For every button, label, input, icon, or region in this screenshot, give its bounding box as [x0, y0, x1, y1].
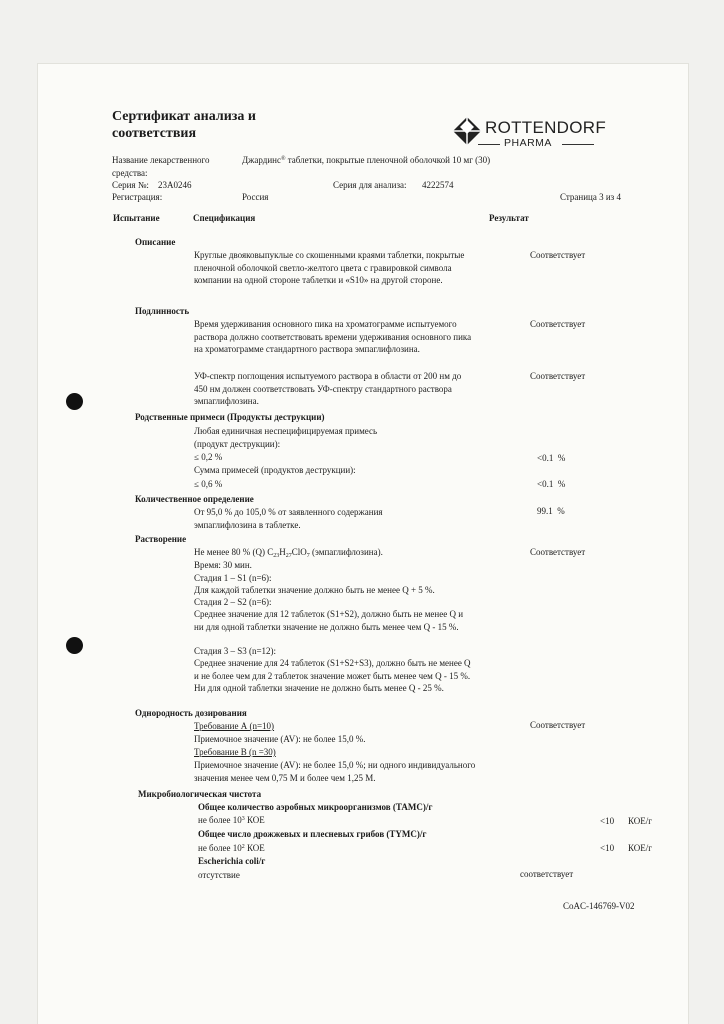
tymc-title: Общее число дрожжевых и плесневых грибов (TYMC)/г [198, 829, 427, 839]
registration-label: Регистрация: [112, 192, 163, 202]
uniformity-requirement-a-text: Приемочное значение (AV): не более 15,0 %. [194, 734, 366, 744]
column-header-test: Испытание [113, 213, 160, 223]
dissolution-result: Соответствует [530, 547, 586, 557]
impurities-limit1: ≤ 0,2 % [194, 452, 223, 462]
document-title: Сертификат анализа и соответствия [112, 109, 256, 141]
section-title-uniformity: Однородность дозирования [135, 708, 247, 718]
logo-rule-left [478, 144, 500, 145]
tymc-limit: не более $10^2$ КОЕ [198, 843, 265, 853]
ecoli-result: соответствует [520, 869, 574, 879]
analysis-series-value: 4222574 [422, 180, 454, 190]
column-header-result: Результат [489, 213, 529, 223]
dissolution-stage2: Стадия 2 – S2 (n=6): [194, 597, 272, 607]
impurities-result1: <0.1 % [537, 453, 566, 463]
tamc-value: <10 [600, 816, 615, 826]
description-spec: Круглые двояковыпуклые со скошенными краями таблетки, покрытые пленочной оболочкой светло-желтого цвета с гравировкой символа компании на одной стороне таблетки и «S10» на другой стороне. [194, 250, 465, 285]
series-value: 23A0246 [158, 180, 192, 190]
section-title-impurities: Родственные примеси (Продукты деструкции) [135, 412, 325, 422]
uniformity-result: Соответствует [530, 720, 586, 730]
product-label: Название лекарственного средства: [112, 155, 210, 178]
dissolution-time: Время: 30 мин. [194, 560, 252, 570]
identity-result-hplc: Соответствует [530, 319, 586, 329]
impurities-line1: Любая единичная неспецифицируемая примесь [194, 426, 378, 436]
dissolution-criterion: Не менее 80 % (Q) $C_{23}H_{27}ClO_7$ (эмпаглифлозина). [194, 547, 383, 559]
impurities-line2: (продукт деструкции): [194, 439, 281, 449]
logo-rule-right [562, 144, 594, 145]
dissolution-stage2-text: Среднее значение для 12 таблеток (S1+S2), должно быть не менее Q и ни для одной таблетки значение не должно быть менее чем Q - 15 %. [194, 609, 464, 632]
section-title-identity: Подлинность [135, 306, 190, 316]
impurities-result2: <0.1 % [537, 479, 566, 489]
ecoli-title: Escherichia coli/г [198, 856, 266, 866]
description-result: Соответствует [530, 250, 586, 260]
identity-spec-uv: УФ-спектр поглощения испытуемого раствора в области от 200 нм до 450 нм должен соответствовать УФ-спектру стандартного раствора эмпаглифлозина. [194, 371, 462, 406]
punch-hole [66, 393, 83, 410]
diamond-logo-icon [452, 116, 482, 146]
identity-result-uv: Соответствует [530, 371, 586, 381]
impurities-line3: Сумма примесей (продуктов деструкции): [194, 465, 356, 475]
document-code: CoAC-146769-V02 [563, 901, 635, 911]
column-header-specification: Спецификация [193, 213, 256, 223]
series-label: Серия №: [112, 180, 149, 190]
logo-subtext: PHARMA [504, 137, 552, 149]
uniformity-requirement-b: Требование В (n =30) [194, 747, 276, 757]
product-name: Джардинс® таблетки, покрытые пленочной оболочкой 10 мг (30) [242, 155, 491, 165]
assay-result: 99.1 % [537, 506, 565, 516]
tymc-value: <10 [600, 843, 615, 853]
dissolution-stage3: Стадия 3 – S3 (n=12): [194, 646, 277, 656]
logo-text: ROTTENDORF [485, 118, 607, 137]
dissolution-stage3-text: Среднее значение для 24 таблеток (S1+S2+S3), должно быть не менее Q и не более чем для 2 таблеток значение может быть менее чем Q - 15 %. Ни для одной таблетки значение не должно быть менее Q - 25 %. [194, 658, 471, 693]
impurities-limit2: ≤ 0,6 % [194, 479, 223, 489]
page-number: Страница 3 из 4 [560, 192, 621, 202]
uniformity-requirement-a: Требование А (n=10) [194, 721, 275, 731]
tamc-unit: КОЕ/г [628, 816, 652, 826]
identity-spec-hplc: Время удерживания основного пика на хроматограмме испытуемого раствора должно соответствовать времени удерживания основного пика на хроматограмме стандартного раствора эмпаглифлозина. [194, 319, 472, 354]
uniformity-requirement-b-text: Приемочное значение (AV): не более 15,0 %; ни одного индивидуального значения менее чем 0,75 М и более чем 1,25 М. [194, 760, 476, 783]
tamc-limit: не более $10^3$ КОЕ [198, 815, 265, 825]
assay-spec: От 95,0 % до 105,0 % от заявленного содержания эмпаглифлозина в таблетке. [194, 507, 383, 530]
dissolution-stage1: Стадия 1 – S1 (n=6): [194, 573, 272, 583]
rottendorf-logo [452, 116, 607, 156]
tamc-title: Общее количество аэробных микроорганизмов (ТАМС)/г [198, 802, 433, 812]
section-title-description: Описание [135, 237, 176, 247]
ecoli-limit: отсутствие [198, 870, 240, 880]
dissolution-stage1-text: Для каждой таблетки значение должно быть не менее Q + 5 %. [194, 585, 435, 595]
tymc-unit: КОЕ/г [628, 843, 652, 853]
section-title-assay: Количественное определение [135, 494, 254, 504]
registration-value: Россия [242, 192, 269, 202]
punch-hole [66, 637, 83, 654]
section-title-dissolution: Растворение [135, 534, 187, 544]
section-title-microbiology: Микробиологическая чистота [138, 789, 262, 799]
analysis-series-label: Серия для анализа: [333, 180, 407, 190]
